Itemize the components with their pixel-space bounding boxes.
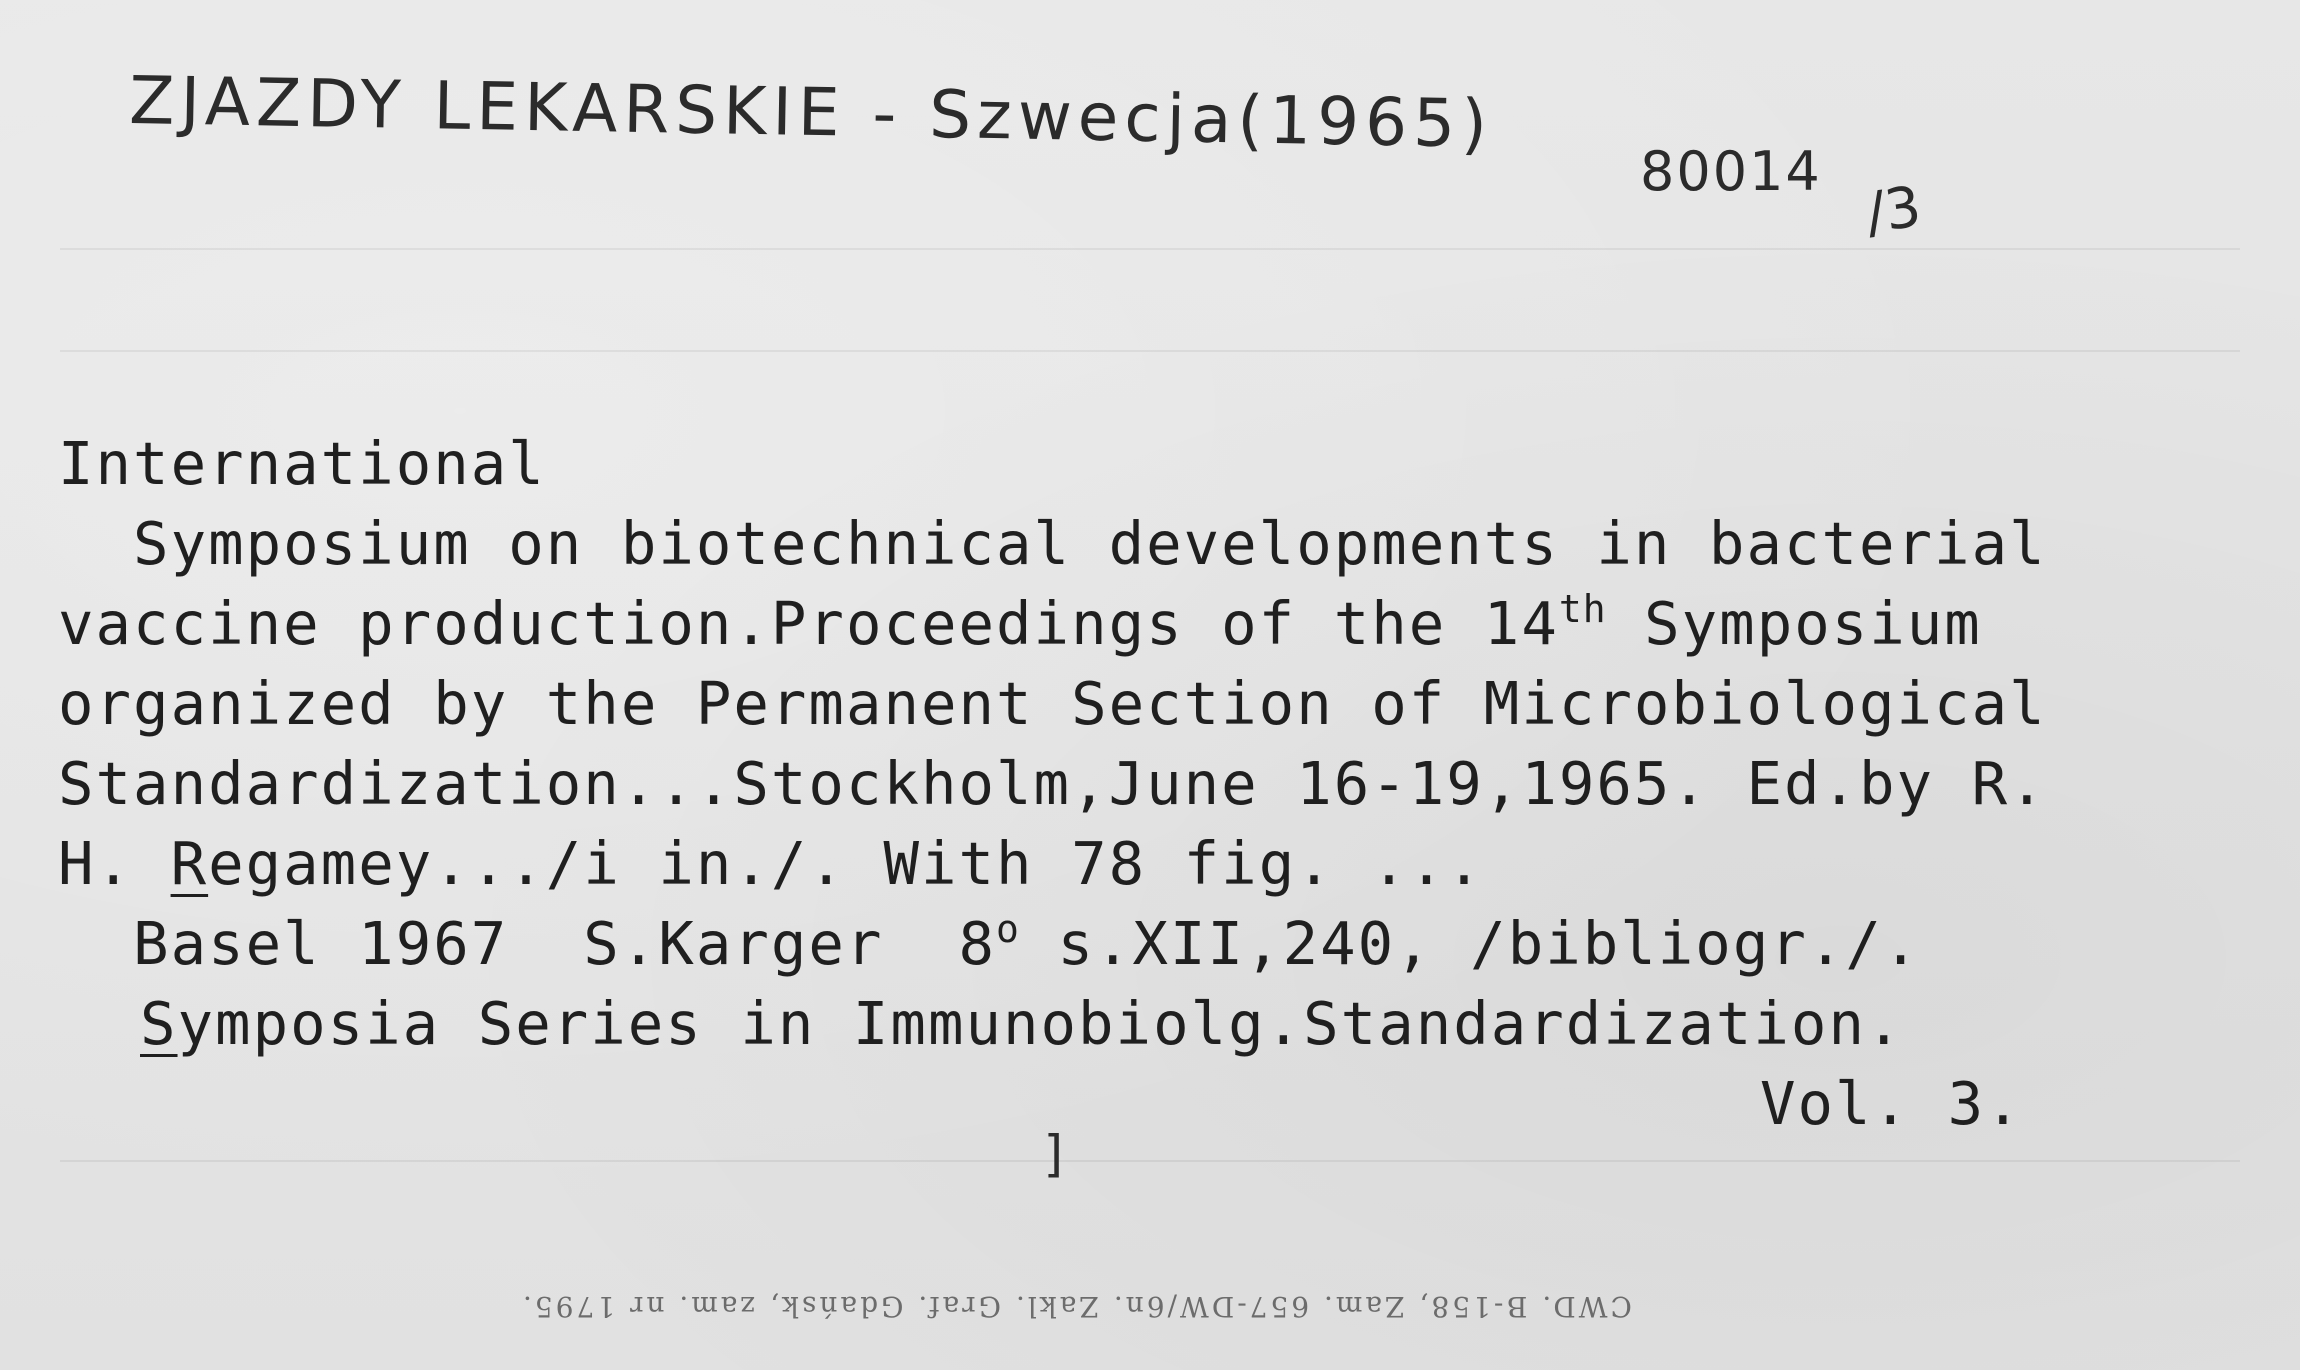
entry-line-6 xyxy=(58,825,1484,903)
printer-imprint: CWD. B-158, Zam. 657-DW/6n. Zakl. Graf. Gdańsk, zam. nr 1795. xyxy=(520,1290,1632,1323)
entry-line-6-tail: egamey.../i in./. With 78 fig. ... xyxy=(208,829,1484,898)
entry-line-7-text: Basel 1967 S.Karger 8 xyxy=(58,909,997,978)
entry-line-8-text: ymposia Series in Immunobiolg.Standardization. xyxy=(177,989,1904,1058)
entry-line-7-tail: s.XII,240, /bibliogr./. xyxy=(1019,909,1921,978)
entry-line-4: organized by the Permanent Section of Microbiological xyxy=(58,669,2047,738)
entry-line-7 xyxy=(58,905,1920,990)
entry-line-6-text: H. xyxy=(58,829,171,898)
ghost-line xyxy=(60,1160,2240,1162)
underlined-initial: S xyxy=(140,989,178,1058)
call-number-suffix: /3 xyxy=(1862,174,1926,247)
entry-line-3-text: vaccine production.Proceedings of the 14 xyxy=(58,589,1559,658)
entry-line-2: Symposium on biotechnical developments in bacterial xyxy=(58,509,2047,578)
entry-line-8 xyxy=(140,985,1904,1063)
entry-line-1: International xyxy=(58,429,546,498)
entry-line-9: Vol. 3. xyxy=(1760,1069,2023,1138)
subject-heading: ZJAZDY LEKARSKIE - Szwecja(1965) xyxy=(128,62,1494,163)
ordinal-suffix: th xyxy=(1558,587,1607,631)
entry-line-3-tail: Symposium xyxy=(1606,589,1982,658)
call-number: 80014 xyxy=(1640,140,1822,203)
format-degree: o xyxy=(996,907,1020,951)
entry-line-5: Standardization...Stockholm,June 16-19,1965. Ed.by R. xyxy=(58,749,2047,818)
underlined-initial: R xyxy=(170,829,209,898)
bracket-mark: ] xyxy=(1040,1125,1071,1183)
entry-line-3 xyxy=(58,585,1982,670)
ghost-line xyxy=(60,350,2240,352)
ghost-line xyxy=(60,248,2240,250)
